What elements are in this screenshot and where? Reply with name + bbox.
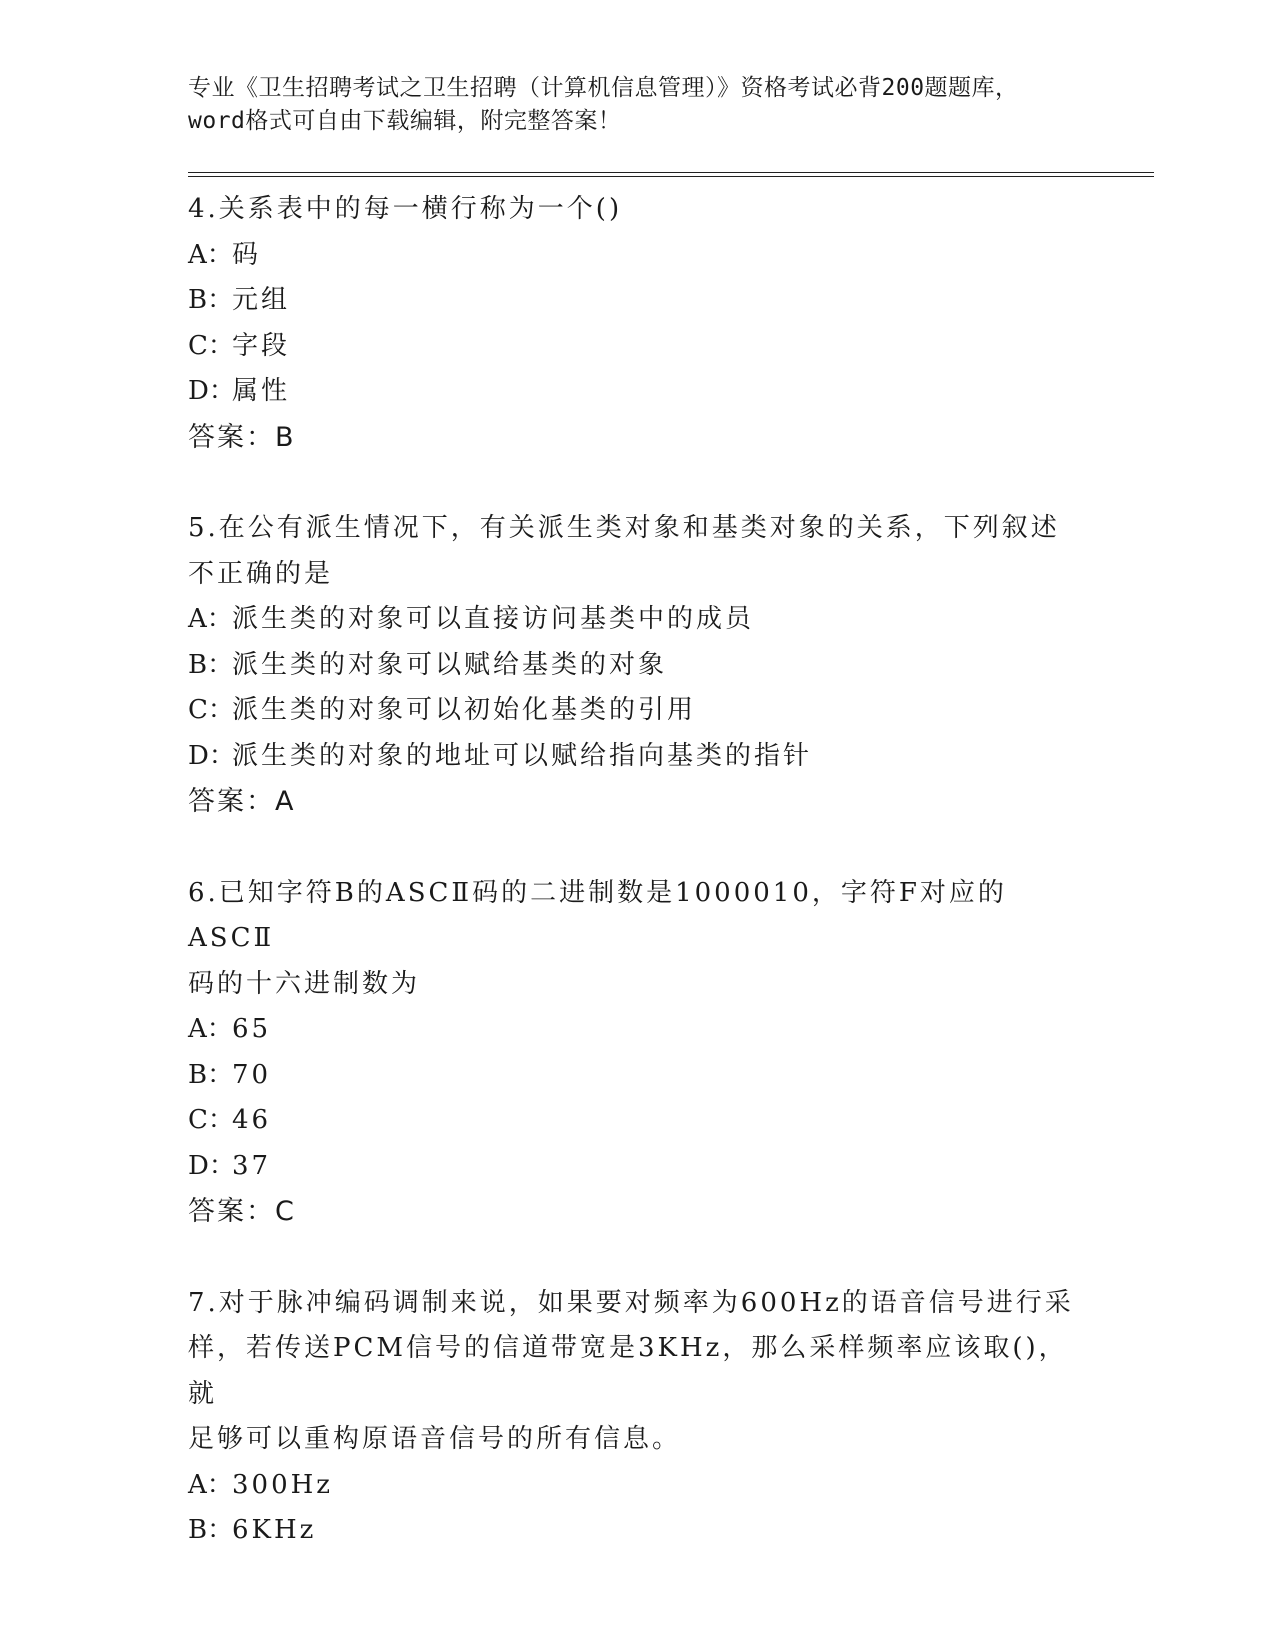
option-text: 6KHz xyxy=(232,1515,317,1545)
question-stem-line-2: 码的十六进制数为 xyxy=(188,968,421,999)
option-a xyxy=(188,597,1088,643)
option-text: 码 xyxy=(232,239,262,270)
option-c xyxy=(188,324,1088,370)
option-letter: A： xyxy=(188,239,233,270)
option-text: 字段 xyxy=(232,330,291,361)
option-letter: C： xyxy=(188,1105,234,1135)
option-text: 元组 xyxy=(232,285,291,315)
option-a xyxy=(188,1463,1088,1509)
question-stem-line-2: 不正确的是 xyxy=(188,558,334,589)
header-line-2: word格式可自由下载编辑，附完整答案！ xyxy=(188,108,622,134)
option-letter: D： xyxy=(188,1150,235,1181)
question-stem-line-1: 6.已知字符B的ASCⅡ码的二进制数是1000010，字符F对应的ASCⅡ xyxy=(188,877,1007,953)
option-text: 派生类的对象可以直接访问基类中的成员 xyxy=(232,604,755,634)
header-divider-top xyxy=(188,172,1154,173)
answer-label: 答案：C xyxy=(188,1196,296,1227)
option-b xyxy=(188,278,1088,324)
option-letter: B： xyxy=(188,649,234,680)
option-letter: C： xyxy=(188,330,234,361)
option-c xyxy=(188,1098,1088,1144)
question-6 xyxy=(188,871,1088,1235)
option-letter: C： xyxy=(188,695,234,725)
option-text: 46 xyxy=(232,1105,272,1135)
header-line-1: 专业《卫生招聘考试之卫生招聘（计算机信息管理）》资格考试必背200题题库， xyxy=(188,75,1019,101)
option-text: 65 xyxy=(232,1014,272,1044)
option-text: 派生类的对象的地址可以赋给指向基类的指针 xyxy=(232,740,813,771)
option-c xyxy=(188,688,1088,734)
answer-label: 答案：B xyxy=(188,421,296,453)
option-text: 37 xyxy=(232,1150,272,1181)
option-text: 属性 xyxy=(232,376,291,406)
option-d xyxy=(188,369,1088,415)
option-b xyxy=(188,643,1088,689)
question-7 xyxy=(188,1281,1088,1554)
option-letter: A： xyxy=(188,1014,233,1044)
option-b xyxy=(188,1053,1088,1099)
header-divider-bottom xyxy=(188,176,1154,177)
option-letter: A： xyxy=(188,1469,233,1500)
option-d xyxy=(188,734,1088,780)
option-letter: A： xyxy=(188,604,233,634)
option-text: 300Hz xyxy=(232,1469,333,1500)
question-stem: 4.关系表中的每一横行称为一个() xyxy=(188,194,623,224)
option-letter: D： xyxy=(188,376,235,406)
document-header xyxy=(188,72,1088,138)
option-d xyxy=(188,1144,1088,1190)
option-b xyxy=(188,1508,1088,1554)
option-text: 70 xyxy=(232,1059,272,1090)
question-stem-line-1: 5.在公有派生情况下，有关派生类对象和基类对象的关系，下列叙述 xyxy=(188,513,1060,543)
question-list xyxy=(188,187,1088,1600)
question-4 xyxy=(188,187,1088,460)
question-stem-line-3: 足够可以重构原语音信号的所有信息。 xyxy=(188,1424,682,1454)
option-letter: B： xyxy=(188,1059,234,1090)
option-text: 派生类的对象可以初始化基类的引用 xyxy=(232,695,697,725)
answer-label: 答案：A xyxy=(188,786,296,817)
option-letter: B： xyxy=(188,285,234,315)
option-letter: D： xyxy=(188,740,235,771)
option-a xyxy=(188,233,1088,279)
question-stem-line-1: 7.对于脉冲编码调制来说，如果要对频率为600Hz的语音信号进行采 xyxy=(188,1287,1074,1318)
question-5 xyxy=(188,506,1088,825)
option-text: 派生类的对象可以赋给基类的对象 xyxy=(232,649,668,680)
option-a xyxy=(188,1007,1088,1053)
question-stem-line-2: 样，若传送PCM信号的信道带宽是3KHz，那么采样频率应该取()，就 xyxy=(188,1333,1068,1409)
option-letter: B： xyxy=(188,1515,234,1545)
